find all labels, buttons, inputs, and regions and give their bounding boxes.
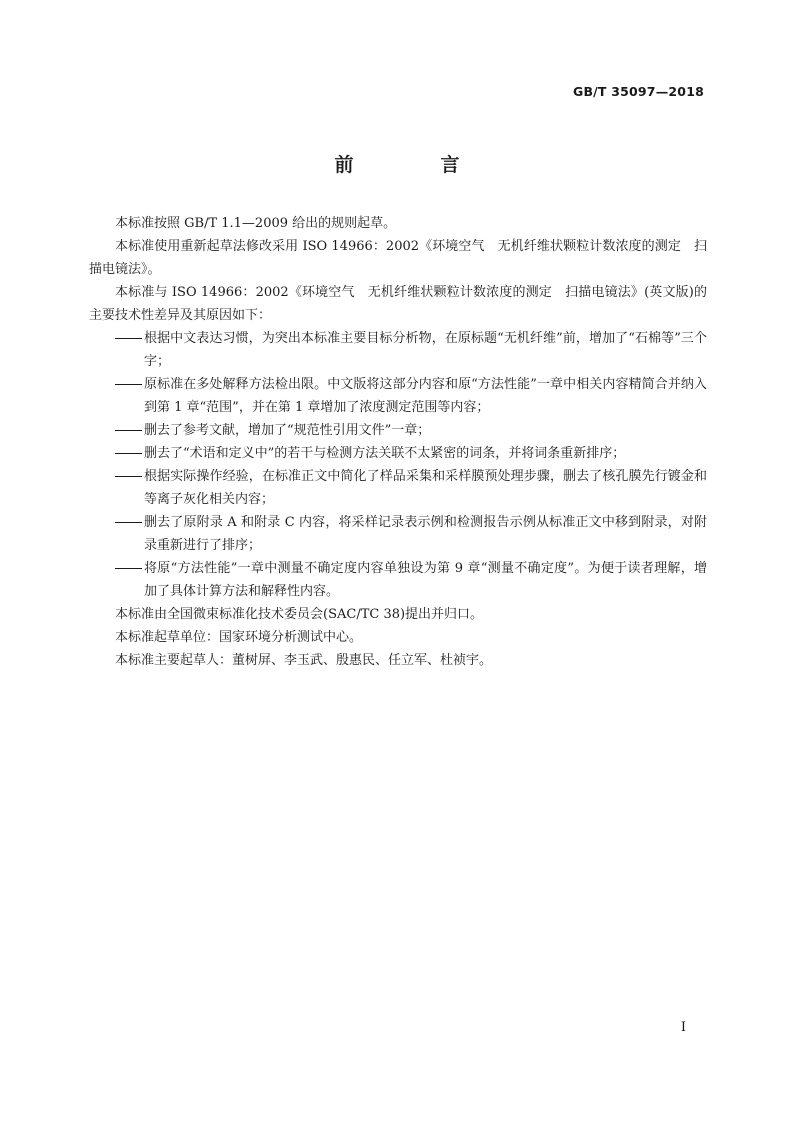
list-item [89,511,707,557]
foreword-body [89,212,707,672]
em-dash-marker [115,522,142,523]
list-item [89,373,707,419]
em-dash-marker [115,338,142,339]
paragraph-adoption-method: 本标准使用重新起草法修改采用 ISO 14966：2002《环境空气 无机纤维状颗粒计数浓度的测定 扫描电镜法》。 [89,239,707,277]
list-item [89,557,707,603]
standard-code: GB/T 35097—2018 [572,84,704,99]
em-dash-marker [115,453,142,454]
em-dash-marker [115,568,142,569]
list-item [89,465,707,511]
list-item-text: 删去了原附录 A 和附录 C 内容，将采样记录表示例和检测报告示例从标准正文中移到附录，对附录重新进行了排序； [144,515,707,553]
list-item-text: 根据中文表达习惯，为突出本标准主要目标分析物，在原标题“无机纤维”前，增加了“石棉等”三个字； [144,331,707,369]
list-item-text: 将原“方法性能”一章中测量不确定度内容单独设为第 9 章“测量不确定度”。为便于读者理解，增加了具体计算方法和解释性内容。 [144,561,707,599]
paragraph-drafting-unit: 本标准起草单位：国家环境分析测试中心。 [115,630,363,645]
list-item-text: 删去了参考文献，增加了“规范性引用文件”一章； [144,423,431,438]
em-dash-marker [115,430,142,431]
list-item [89,419,707,442]
em-dash-marker [115,384,142,385]
page-number: I [680,1020,686,1035]
list-item-text: 根据实际操作经验，在标准正文中简化了样品采集和采样膜预处理步骤，删去了核孔膜先行镀金和等离子灰化相关内容； [144,469,707,507]
em-dash-marker [115,476,142,477]
paragraph-differences-intro: 本标准与 ISO 14966：2002《环境空气 无机纤维状颗粒计数浓度的测定 扫描电镜法》(英文版)的主要技术性差异及其原因如下： [89,285,707,323]
list-item [89,442,707,465]
page-title: 前 言 [334,154,494,176]
paragraph-drafting-rules: 本标准按照 GB/T 1.1—2009 给出的规则起草。 [115,216,397,231]
list-item-text: 删去了“术语和定义中”的若干与检测方法关联不太紧密的词条，并将词条重新排序； [144,446,626,461]
list-item-text: 原标准在多处解释方法检出限。中文版将这部分内容和原“方法性能”一章中相关内容精简合并纳入到第 1 章“范围”，并在第 1 章增加了浓度测定范围等内容； [144,377,707,415]
list-item [89,327,707,373]
paragraph-proposer: 本标准由全国微束标准化技术委员会(SAC/TC 38)提出并归口。 [115,607,484,622]
paragraph-drafters: 本标准主要起草人：董树屏、李玉武、殷惠民、任立军、杜祯宇。 [115,653,493,668]
